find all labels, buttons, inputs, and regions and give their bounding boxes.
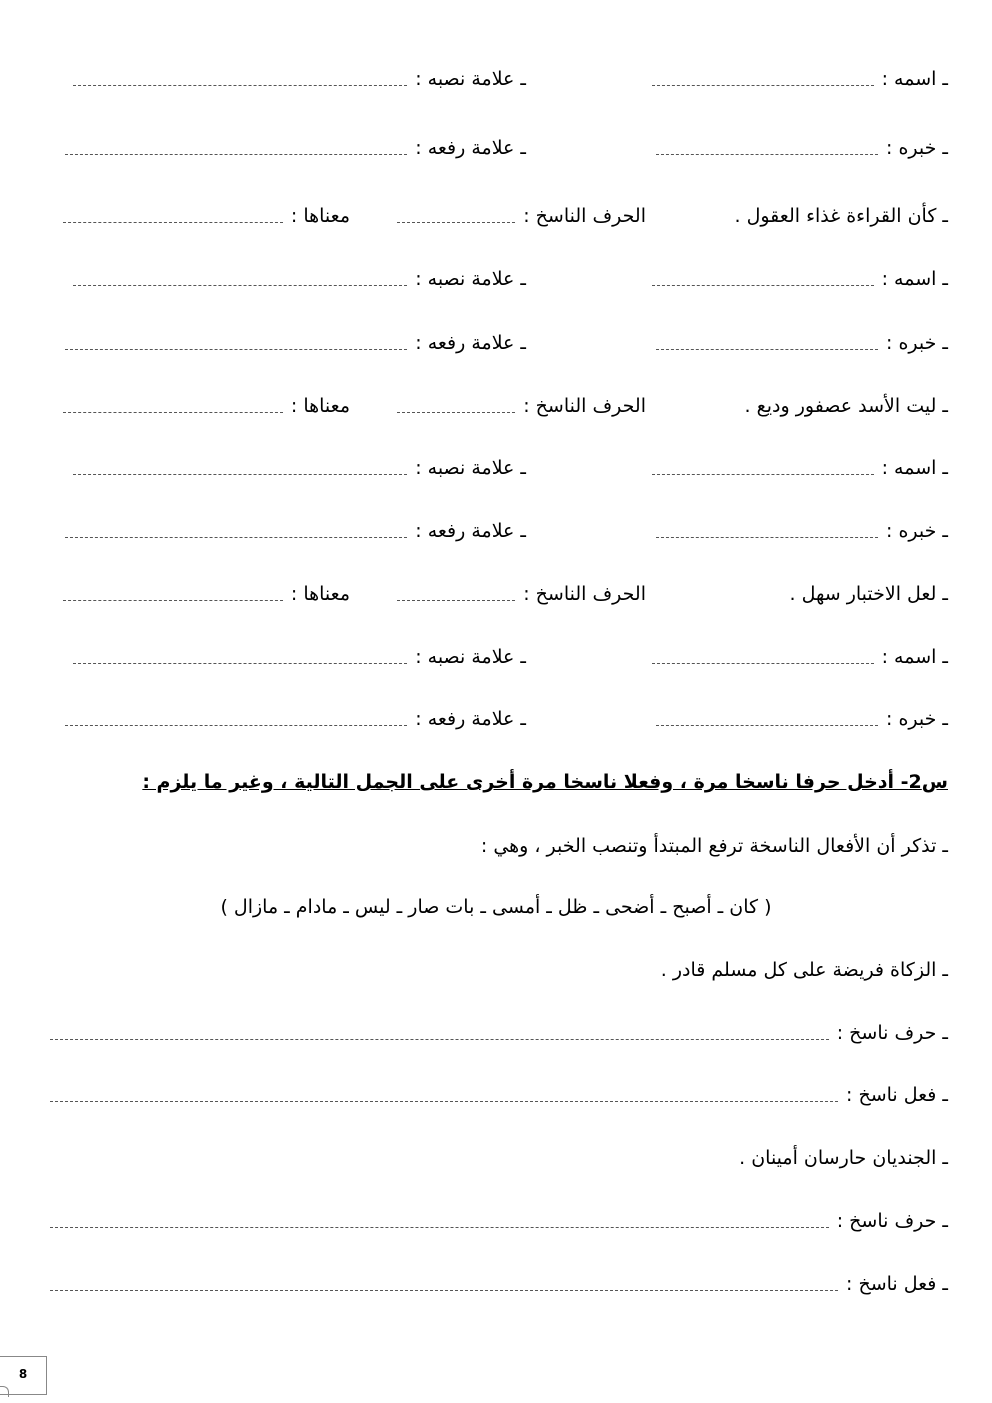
q2-fil-row-2	[50, 1267, 948, 1301]
harf-nasikh-label: ـ حرف ناسخ :	[836, 1022, 948, 1044]
harf-answer-line[interactable]	[397, 600, 515, 601]
q2-fil-row-1	[50, 1078, 948, 1112]
fil-nasikh-answer-line[interactable]	[50, 1101, 838, 1102]
sentence-1: ـ كأن القراءة غذاء العقول .	[734, 205, 948, 227]
nasb-label-group	[73, 262, 526, 296]
sentence-row-1	[50, 199, 948, 233]
mana-answer-line[interactable]	[63, 412, 283, 413]
harf-nasikh-label: ـ حرف ناسخ :	[836, 1210, 948, 1232]
ism-label: ـ اسمه :	[881, 457, 948, 479]
khabar-label-group	[656, 131, 948, 165]
mana-group-1	[63, 199, 350, 233]
nasb-answer-line[interactable]	[73, 285, 407, 286]
sentence-2: ـ ليت الأسد عصفور وديع .	[744, 395, 948, 417]
q2-fil-group-1	[50, 1078, 948, 1112]
page-curl-icon	[0, 1386, 9, 1397]
khabar-label-group	[656, 326, 948, 360]
row-khabar-1	[50, 131, 948, 165]
mana-group-3	[63, 577, 350, 611]
q2-sentence-2: ـ الجنديان حارسان أمينان .	[739, 1147, 948, 1169]
rafa-label: ـ علامة رفعه :	[415, 520, 526, 542]
rafa-label: ـ علامة رفعه :	[415, 332, 526, 354]
ism-answer-line[interactable]	[652, 285, 874, 286]
q2-fil-group-2	[50, 1267, 948, 1301]
ism-answer-line[interactable]	[652, 474, 874, 475]
khabar-answer-line[interactable]	[656, 349, 878, 350]
harf-nasikh-answer-line[interactable]	[50, 1227, 829, 1228]
page-number: 8	[0, 1356, 47, 1395]
q2-harf-row-2	[50, 1204, 948, 1238]
ism-answer-line[interactable]	[652, 85, 874, 86]
nasb-label: ـ علامة نصبه :	[415, 268, 526, 290]
sentence-row-2	[50, 389, 948, 423]
ism-label-group	[652, 262, 948, 296]
nasb-label: ـ علامة نصبه :	[415, 457, 526, 479]
nasb-label-group	[73, 62, 526, 96]
row-ism-1	[50, 62, 948, 96]
harf-label: الحرف الناسخ :	[523, 395, 646, 417]
harf-group-2	[397, 389, 646, 423]
q2-harf-group-1	[50, 1016, 948, 1050]
khabar-label: ـ خبره :	[886, 708, 948, 730]
ism-label: ـ اسمه :	[881, 646, 948, 668]
question-2-title: س2- أدخل حرفا ناسخا مرة ، وفعلا ناسخا مرة أخرى على الجمل التالية ، وغير ما يلزم :	[142, 771, 948, 793]
question-2-title-row	[50, 765, 948, 799]
reminder-row	[50, 829, 948, 863]
rafa-label-group	[65, 702, 526, 736]
nasb-label-group	[73, 640, 526, 674]
rafa-label-group	[65, 514, 526, 548]
nasb-answer-line[interactable]	[73, 663, 407, 664]
khabar-answer-line[interactable]	[656, 154, 878, 155]
ism-label: ـ اسمه :	[881, 268, 948, 290]
row-ism-4	[50, 640, 948, 674]
row-ism-2	[50, 262, 948, 296]
mana-group-2	[63, 389, 350, 423]
fil-nasikh-label: ـ فعل ناسخ :	[846, 1273, 948, 1295]
q2-harf-group-2	[50, 1204, 948, 1238]
rafa-answer-line[interactable]	[65, 154, 407, 155]
row-khabar-4	[50, 702, 948, 736]
ism-label: ـ اسمه :	[881, 68, 948, 90]
khabar-label: ـ خبره :	[886, 137, 948, 159]
rafa-label-group	[65, 131, 526, 165]
q2-sentence-1-row	[50, 953, 948, 987]
khabar-label: ـ خبره :	[886, 520, 948, 542]
ism-label-group	[652, 451, 948, 485]
harf-answer-line[interactable]	[397, 412, 515, 413]
khabar-label-group	[656, 514, 948, 548]
mana-label: معناها :	[290, 583, 350, 605]
fil-nasikh-answer-line[interactable]	[50, 1290, 838, 1291]
mana-answer-line[interactable]	[63, 600, 283, 601]
khabar-label: ـ خبره :	[886, 332, 948, 354]
khabar-answer-line[interactable]	[656, 537, 878, 538]
harf-nasikh-answer-line[interactable]	[50, 1039, 829, 1040]
nasb-answer-line[interactable]	[73, 474, 407, 475]
rafa-answer-line[interactable]	[65, 725, 407, 726]
harf-label: الحرف الناسخ :	[523, 205, 646, 227]
rafa-answer-line[interactable]	[65, 537, 407, 538]
mana-answer-line[interactable]	[63, 222, 283, 223]
q2-harf-row-1	[50, 1016, 948, 1050]
q2-sentence-1: ـ الزكاة فريضة على كل مسلم قادر .	[660, 959, 948, 981]
rafa-label: ـ علامة رفعه :	[415, 708, 526, 730]
harf-answer-line[interactable]	[397, 222, 515, 223]
harf-group-3	[397, 577, 646, 611]
mana-label: معناها :	[290, 205, 350, 227]
sentence-row-3	[50, 577, 948, 611]
row-khabar-2	[50, 326, 948, 360]
row-ism-3	[50, 451, 948, 485]
nasb-label-group	[73, 451, 526, 485]
rafa-answer-line[interactable]	[65, 349, 407, 350]
nasb-label: ـ علامة نصبه :	[415, 68, 526, 90]
ism-answer-line[interactable]	[652, 663, 874, 664]
khabar-label-group	[656, 702, 948, 736]
verbs-list: ( كان ـ أصبح ـ أضحى ـ ظل ـ أمسى ـ بات صار ـ ليس ـ مادام ـ مازال )	[220, 896, 772, 918]
nasb-answer-line[interactable]	[73, 85, 407, 86]
khabar-answer-line[interactable]	[656, 725, 878, 726]
harf-group-1	[397, 199, 646, 233]
harf-label: الحرف الناسخ :	[523, 583, 646, 605]
row-khabar-3	[50, 514, 948, 548]
ism-label-group	[652, 62, 948, 96]
rafa-label: ـ علامة رفعه :	[415, 137, 526, 159]
sentence-3: ـ لعل الاختبار سهل .	[789, 583, 948, 605]
rafa-label-group	[65, 326, 526, 360]
ism-label-group	[652, 640, 948, 674]
fil-nasikh-label: ـ فعل ناسخ :	[846, 1084, 948, 1106]
mana-label: معناها :	[290, 395, 350, 417]
reminder-text: ـ تذكر أن الأفعال الناسخة ترفع المبتدأ وتنصب الخبر ، وهي :	[480, 835, 948, 857]
q2-sentence-2-row	[50, 1141, 948, 1175]
nasb-label: ـ علامة نصبه :	[415, 646, 526, 668]
